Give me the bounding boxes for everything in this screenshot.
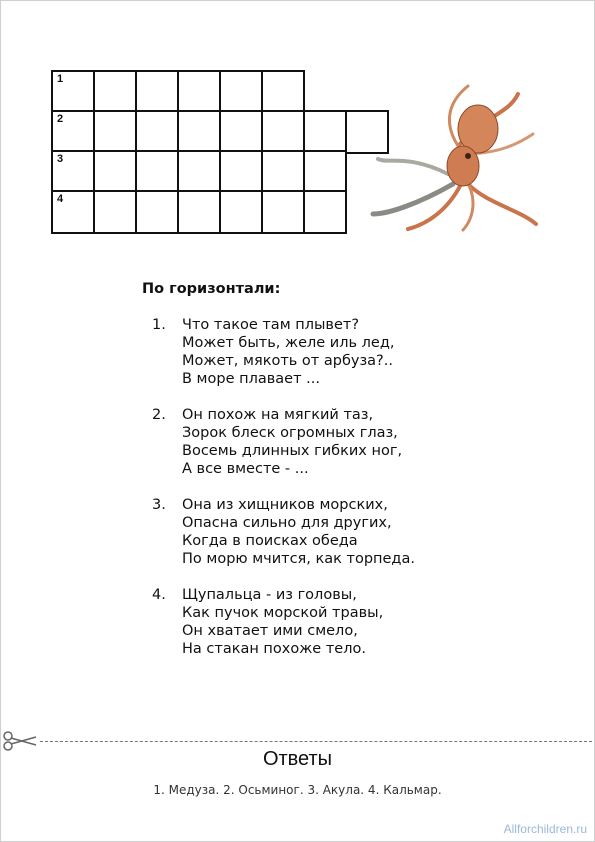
clue-number: 3. bbox=[152, 497, 166, 513]
crossword-cell[interactable] bbox=[177, 150, 221, 194]
clue-line: Как пучок морской травы, bbox=[182, 605, 384, 621]
clues-list bbox=[152, 316, 415, 676]
crossword-cell[interactable] bbox=[261, 70, 305, 114]
crossword-cell[interactable] bbox=[261, 150, 305, 194]
crossword-cell[interactable] bbox=[303, 110, 347, 154]
crossword-number: 4 bbox=[57, 193, 64, 205]
crossword-number: 2 bbox=[57, 113, 64, 125]
clue-line: По морю мчится, как торпеда. bbox=[182, 551, 415, 567]
crossword-cell[interactable] bbox=[219, 150, 263, 194]
site-link[interactable]: Allforchildren.ru bbox=[503, 822, 587, 836]
crossword-cell[interactable] bbox=[219, 70, 263, 114]
clue-item bbox=[152, 316, 415, 388]
crossword-row bbox=[51, 110, 389, 152]
crossword-row bbox=[51, 190, 389, 232]
clue-line: В море плавает ... bbox=[182, 371, 320, 387]
clue-number: 4. bbox=[152, 587, 166, 603]
crossword-cell[interactable] bbox=[219, 110, 263, 154]
clue-line: Щупальца - из головы, bbox=[182, 587, 357, 603]
crossword-cell[interactable] bbox=[51, 70, 95, 114]
crossword-cell[interactable] bbox=[93, 190, 137, 234]
clue-number: 2. bbox=[152, 407, 166, 423]
crossword-row bbox=[51, 150, 389, 192]
clue-number: 1. bbox=[152, 317, 166, 333]
crossword-cell[interactable] bbox=[303, 150, 347, 194]
clue-item bbox=[152, 406, 415, 478]
octopus-illustration bbox=[368, 84, 538, 232]
clue-line: Он хватает ими смело, bbox=[182, 623, 358, 639]
crossword-cell[interactable] bbox=[261, 110, 305, 154]
crossword-grid bbox=[51, 70, 389, 232]
clue-line: Зорок блеск огромных глаз, bbox=[182, 425, 398, 441]
crossword-cell[interactable] bbox=[177, 190, 221, 234]
answers-title: Ответы bbox=[262, 748, 333, 770]
clue-line: Она из хищников морских, bbox=[182, 497, 388, 513]
crossword-cell[interactable] bbox=[51, 110, 95, 154]
clue-line: Восемь длинных гибких ног, bbox=[182, 443, 403, 459]
clue-line: А все вместе - ... bbox=[182, 461, 309, 477]
crossword-cell[interactable] bbox=[93, 110, 137, 154]
crossword-cell[interactable] bbox=[303, 190, 347, 234]
crossword-cell[interactable] bbox=[135, 150, 179, 194]
clue-line: Он похож на мягкий таз, bbox=[182, 407, 374, 423]
crossword-number: 3 bbox=[57, 153, 64, 165]
crossword-number: 1 bbox=[57, 73, 64, 85]
clue-line: Может быть, желе иль лед, bbox=[182, 335, 395, 351]
clues-heading: По горизонтали: bbox=[142, 281, 281, 297]
answers-text: 1. Медуза. 2. Осьминог. 3. Акула. 4. Кальмар. bbox=[153, 783, 442, 797]
crossword-cell[interactable] bbox=[93, 150, 137, 194]
crossword-row bbox=[51, 70, 389, 112]
crossword-cell[interactable] bbox=[51, 190, 95, 234]
crossword-cell[interactable] bbox=[51, 150, 95, 194]
crossword-cell[interactable] bbox=[177, 110, 221, 154]
crossword-cell[interactable] bbox=[135, 70, 179, 114]
crossword-cell[interactable] bbox=[135, 190, 179, 234]
crossword-cell[interactable] bbox=[219, 190, 263, 234]
crossword-cell[interactable] bbox=[93, 70, 137, 114]
clue-line: Опасна сильно для других, bbox=[182, 515, 392, 531]
clue-line: На стакан похоже тело. bbox=[182, 641, 366, 657]
clue-line: Когда в поисках обеда bbox=[182, 533, 358, 549]
clue-item bbox=[152, 496, 415, 568]
clue-line: Может, мякоть от арбуза?.. bbox=[182, 353, 393, 369]
clue-item bbox=[152, 586, 415, 658]
crossword-cell[interactable] bbox=[261, 190, 305, 234]
clue-line: Что такое там плывет? bbox=[182, 317, 360, 333]
crossword-cell[interactable] bbox=[177, 70, 221, 114]
cut-line bbox=[40, 741, 592, 742]
crossword-cell[interactable] bbox=[135, 110, 179, 154]
